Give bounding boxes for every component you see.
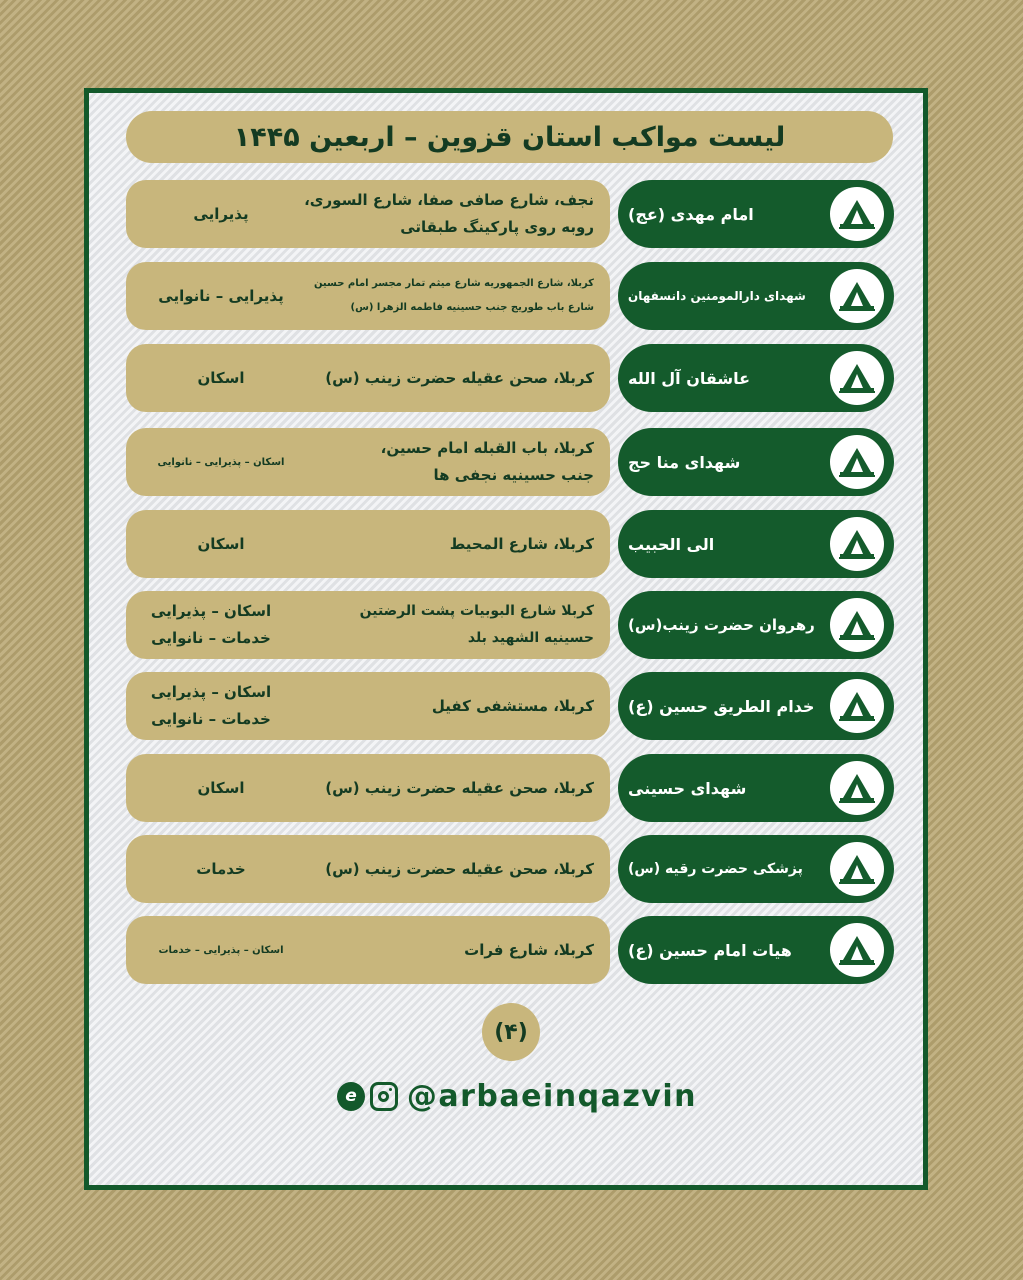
mokeb-address: نجف، شارع صافی صفا، شارع السوری، روبه روی پارکینگ طبقاتی <box>304 191 594 236</box>
mokeb-info-pill <box>126 510 610 578</box>
mokeb-name-pill <box>618 180 894 248</box>
mokeb-info-pill <box>126 916 610 984</box>
mokeb-info-pill <box>126 672 610 740</box>
mokeb-services: اسکان – پذیرایی – نانوایی <box>157 456 285 468</box>
mokeb-name-pill <box>618 510 894 578</box>
tent-icon <box>830 187 884 241</box>
page-number-text: (۴) <box>494 1019 528 1045</box>
instagram-lens <box>378 1091 389 1102</box>
eitaa-letter: e <box>345 1086 357 1106</box>
mokeb-info-pill <box>126 180 610 248</box>
mokeb-name: شهدای حسینی <box>628 778 747 798</box>
mokeb-address: کربلا، شارع المحیط <box>449 534 594 553</box>
mokeb-services: خدمات <box>196 859 246 878</box>
tent-icon <box>830 351 884 405</box>
mokeb-name: رهروان حضرت زینب(س) <box>628 616 815 634</box>
mokeb-address: کربلا، باب القبله امام حسین، جنب حسینیه نجفی ها <box>380 439 594 484</box>
mokeb-address: کربلا، شارع فرات <box>464 940 594 959</box>
mokeb-services: اسکان – پذیرایی خدمات – نانوایی <box>150 683 272 728</box>
social-handle[interactable]: @arbaeinqazvin <box>406 1078 697 1114</box>
mokeb-info-pill <box>126 344 610 412</box>
list-item <box>126 344 894 412</box>
mokeb-services: پذیرایی – نانوایی <box>158 286 284 305</box>
mokeb-address: کربلا شارع البوبیات پشت الرضتین حسینیه الشهید بلد <box>359 603 594 646</box>
mokeb-services: اسکان <box>197 778 245 797</box>
eitaa-icon[interactable] <box>337 1082 365 1111</box>
mokeb-name: پزشکی حضرت رقیه (س) <box>628 861 803 877</box>
tent-icon <box>830 679 884 733</box>
list-item <box>126 591 894 659</box>
list-item <box>126 672 894 740</box>
tent-icon <box>830 923 884 977</box>
social-handle-bar <box>337 1076 697 1116</box>
tent-icon <box>830 598 884 652</box>
mokeb-address: کربلا، صحن عقیله حضرت زینب (س) <box>325 778 594 797</box>
mokeb-address: کربلا، مستشفی کفیل <box>431 696 594 715</box>
instagram-icon[interactable] <box>370 1082 398 1111</box>
tent-icon <box>830 761 884 815</box>
mokeb-info-pill <box>126 754 610 822</box>
mokeb-name: خدام الطریق حسین (ع) <box>628 696 815 716</box>
instagram-flash <box>389 1088 392 1091</box>
mokeb-name: الی الحبیب <box>628 534 715 554</box>
list-item <box>126 754 894 822</box>
mokeb-services: اسکان – پذیرایی خدمات – نانوایی <box>150 602 272 647</box>
list-item <box>126 835 894 903</box>
mokeb-info-pill <box>126 428 610 496</box>
mokeb-name-pill <box>618 344 894 412</box>
mokeb-name-pill <box>618 672 894 740</box>
mokeb-name-pill <box>618 835 894 903</box>
mokeb-name-pill <box>618 754 894 822</box>
list-item <box>126 262 894 330</box>
tent-icon <box>830 435 884 489</box>
list-item <box>126 428 894 496</box>
mokeb-name-pill <box>618 591 894 659</box>
mokeb-info-pill <box>126 591 610 659</box>
page-title: لیست مواکب استان قزوین – اربعین ۱۴۴۵ <box>233 121 786 153</box>
mokeb-address: کربلا، صحن عقیله حضرت زینب (س) <box>325 859 594 878</box>
list-item <box>126 510 894 578</box>
mokeb-name-pill <box>618 916 894 984</box>
mokeb-name: هیات امام حسین (ع) <box>628 940 792 960</box>
mokeb-info-pill <box>126 835 610 903</box>
mokeb-services: اسکان <box>197 534 245 553</box>
title-bar <box>126 111 893 163</box>
mokeb-name: عاشقان آل الله <box>628 368 751 388</box>
list-item <box>126 916 894 984</box>
tent-icon <box>830 842 884 896</box>
mokeb-name: شهدای دارالمومنین دانسفهان <box>628 289 806 303</box>
tent-icon <box>830 269 884 323</box>
mokeb-name: شهدای منا حج <box>628 452 741 472</box>
mokeb-name-pill <box>618 262 894 330</box>
mokeb-name-pill <box>618 428 894 496</box>
tent-icon <box>830 517 884 571</box>
mokeb-name: امام مهدی (عج) <box>628 204 754 224</box>
mokeb-address: کربلا، صحن عقیله حضرت زینب (س) <box>325 368 594 387</box>
mokeb-services: اسکان – پذیرایی – خدمات <box>158 944 284 956</box>
mokeb-services: پذیرایی <box>193 204 249 223</box>
mokeb-address: کربلا، شارع الجمهوریه شارع میثم تمار مجسر امام حسین شارع باب طوریج جنب حسینیه فاطمه الزهرا (س) <box>313 278 594 313</box>
list-item <box>126 180 894 248</box>
mokeb-info-pill <box>126 262 610 330</box>
page-number <box>482 1003 540 1061</box>
mokeb-services: اسکان <box>197 368 245 387</box>
